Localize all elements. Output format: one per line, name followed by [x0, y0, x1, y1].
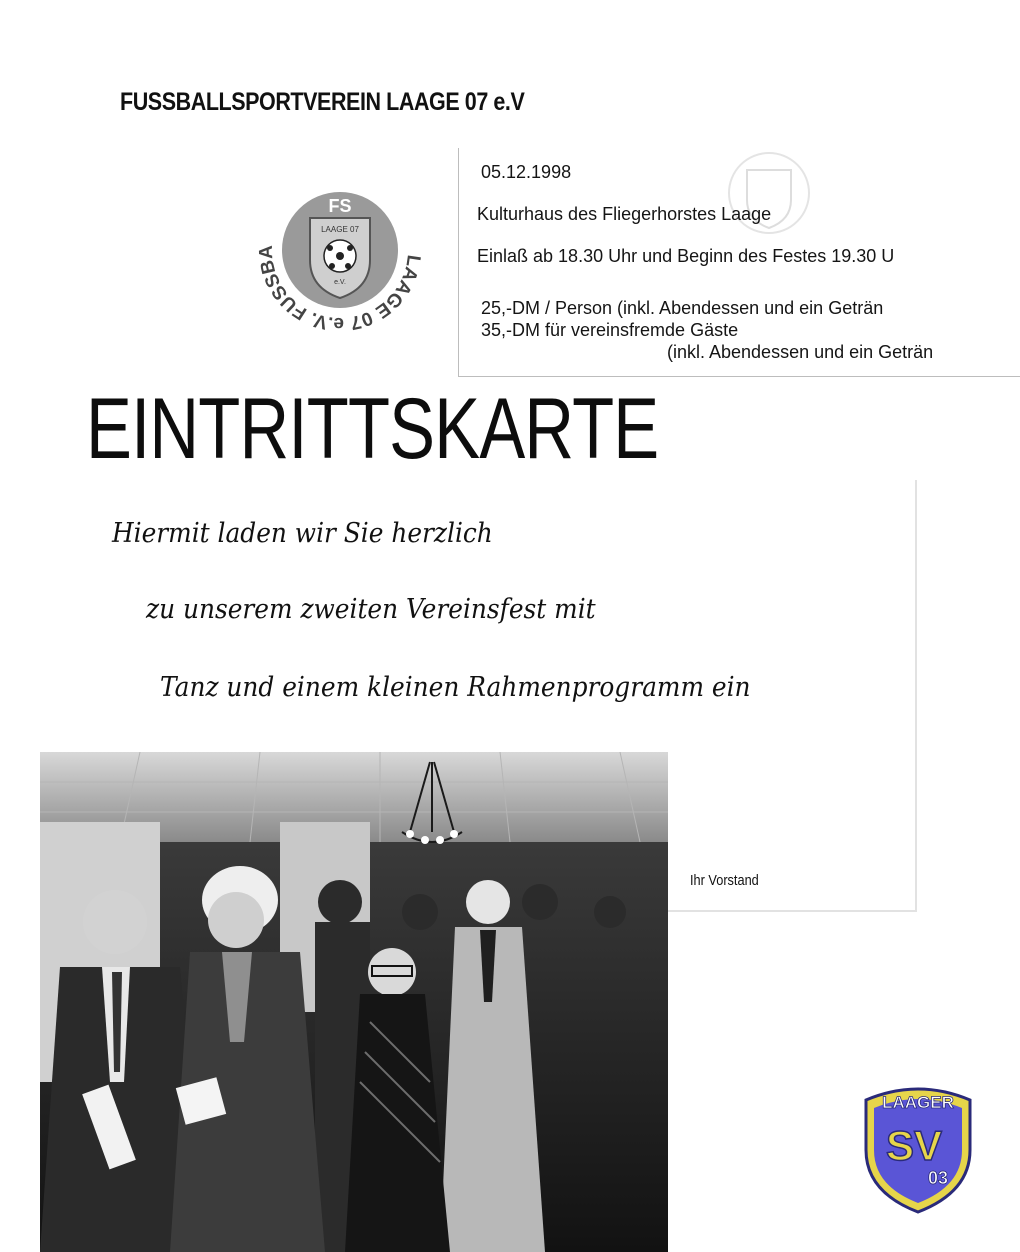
faded-crest-icon: [709, 148, 829, 248]
club-emblem: [250, 160, 430, 340]
invitation-line-3: Tanz und einem kleinen Rahmenprogramm ein: [160, 672, 751, 703]
badge-initials: SV: [885, 1122, 943, 1169]
event-date: 05.12.1998: [481, 162, 572, 182]
badge-top-text: LAAGER: [882, 1093, 954, 1112]
badge-number: 03: [927, 1168, 949, 1188]
price-guest: 35,-DM für vereinsfremde Gäste: [481, 320, 739, 340]
ticket-title: EINTRITTSKARTE: [86, 381, 659, 477]
scan-edge-bottom: [668, 910, 917, 912]
emblem-ring-text: LAAGE 07 e.V. FUSSBA: [255, 245, 424, 335]
price-member: 25,-DM / Person (inkl. Abendessen und ein Geträn: [481, 298, 884, 318]
event-times: Einlaß ab 18.30 Uhr und Beginn des Festes 19.30 U: [477, 246, 895, 266]
event-photo-icon: [40, 752, 668, 1252]
emblem-ev: e.V.: [334, 279, 346, 286]
club-header: FUSSBALLSPORTVEREIN LAAGE 07 e.V: [120, 88, 525, 116]
emblem-initials: FS: [328, 196, 352, 216]
sv-laager-badge: [858, 1080, 978, 1215]
invitation-line-1: Hiermit laden wir Sie herzlich: [112, 518, 493, 549]
signature: Ihr Vorstand: [690, 872, 759, 889]
emblem-subtitle: LAAGE 07: [321, 225, 359, 234]
scan-edge: [915, 480, 917, 910]
invitation-line-2: zu unserem zweiten Vereinsfest mit: [146, 594, 596, 625]
event-venue: Kulturhaus des Fliegerhorstes Laage: [477, 204, 772, 224]
price-guest-note: (inkl. Abendessen und ein Geträn: [667, 342, 934, 362]
soccer-ball-icon: [324, 240, 356, 272]
event-info-slip: [458, 148, 1020, 377]
